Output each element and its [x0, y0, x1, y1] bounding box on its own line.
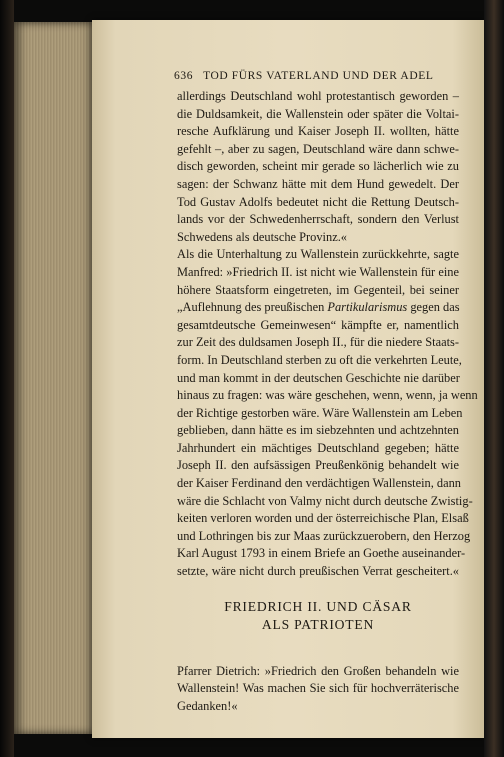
text-line: geblieben, dann hätte es im siebzehnten und achtzehnten: [177, 423, 459, 438]
paragraph-2: [177, 246, 478, 580]
text-segment: gegen das: [407, 300, 460, 315]
emphasis-word: Partikularismus: [327, 300, 408, 315]
text-line: Tod Gustav Adolfs bedeutet nicht die Rettung Deutsch-: [177, 194, 459, 209]
page-text: [174, 68, 478, 715]
text-line: zur Zeit des duldsamen Joseph II., für die niedere Staats-: [177, 335, 459, 350]
running-head-title: TOD FÜRS VATERLAND UND DER ADEL: [203, 70, 434, 82]
running-head: [174, 68, 459, 84]
page-number: 636: [174, 70, 194, 82]
text-line: lands vor der Schwedenherrschaft, sondern den Verlust: [177, 212, 459, 227]
text-line: Pfarrer Dietrich: »Friedrich den Großen behandeln wie: [177, 663, 459, 678]
text-line: die Duldsamkeit, die Wallenstein oder später die Voltai-: [177, 106, 459, 121]
page-edges: [14, 22, 96, 734]
text-line: wäre die Schlacht von Valmy nicht durch deutsche Zwistig-: [177, 493, 473, 508]
text-line: allerdings Deutschland wohl protestantisch geworden –: [177, 89, 459, 103]
text-line: setzte, wäre nicht durch preußischen Verrat gescheitert.«: [177, 564, 459, 579]
text-line: [177, 299, 459, 317]
text-line: Karl August 1793 in einem Briefe an Goethe auseinander-: [177, 546, 466, 561]
book-gutter: [0, 0, 14, 757]
section-heading-line-2: ALS PATRIOTEN: [261, 616, 375, 632]
text-line: und Lothringen bis zur Maas zurückzuerobern, den Herzog: [177, 528, 471, 543]
text-line: der Richtige gestorben wäre. Wäre Wallenstein am Leben: [177, 405, 463, 420]
text-line: Als die Unterhaltung zu Wallenstein zurückkehrte, sagte: [177, 247, 459, 262]
text-line: resche Aufklärung und Kaiser Joseph II. wollten, hätte: [177, 124, 459, 139]
text-line: Schwedens als deutsche Provinz.«: [177, 229, 347, 244]
text-line: gefehlt –, aber zu sagen, Deutschland wäre dann schwe-: [177, 141, 459, 156]
text-line: Joseph II. den aufsässigen Preußenkönig behandelt wie: [177, 458, 459, 473]
text-line: Wallenstein! Was machen Sie sich für hochverräterische: [177, 681, 459, 696]
text-line: sagen: der Schwanz hätte mit dem Hund gewedelt. Der: [177, 176, 459, 191]
text-line: Gedanken!«: [177, 698, 238, 713]
text-line: form. In Deutschland sterben zu oft die verkehrten Leute,: [177, 352, 462, 367]
text-line: gesamtdeutsche Gemeinwesen“ kämpfte er, namentlich: [177, 317, 459, 332]
book-binding: [484, 0, 504, 757]
paragraph-3: [177, 663, 459, 716]
text-line: höhere Staatsform eingetreten, im Gegenteil, bei seiner: [177, 282, 459, 297]
text-line: disch geworden, scheint mir gerade so lächerlich wie zu: [177, 159, 459, 174]
text-segment: „Auflehnung des preußischen: [177, 300, 328, 315]
section-heading: [177, 598, 459, 634]
section-heading-line-1: FRIEDRICH II. UND CÄSAR: [224, 598, 412, 614]
text-line: keiten verloren worden und der österreichische Plan, Elsaß: [177, 511, 469, 526]
text-line: der Kaiser Ferdinand den verdächtigen Wallenstein, dann: [177, 476, 462, 491]
paragraph-1: [177, 88, 459, 246]
text-line: hinaus zu fragen: was wäre geschehen, wenn, wenn, ja wenn: [177, 388, 478, 403]
text-line: Jahrhundert ein mächtiges Deutschland gegeben; hätte: [177, 440, 459, 455]
text-line: Manfred: »Friedrich II. ist nicht wie Wallenstein für eine: [177, 264, 459, 279]
text-line: und man kommt in der deutschen Geschichte nie darüber: [177, 370, 460, 385]
